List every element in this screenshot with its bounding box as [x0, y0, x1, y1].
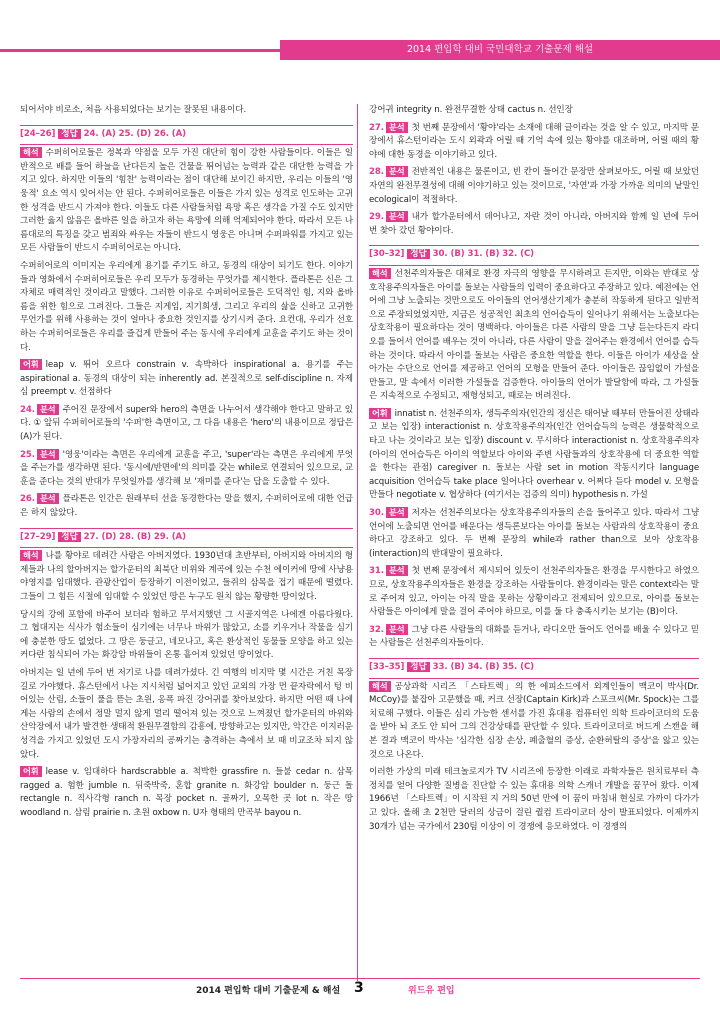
right-column — [369, 104, 699, 838]
paragraph — [369, 681, 699, 763]
question-number: 24. — [20, 404, 35, 415]
question-analysis — [20, 493, 353, 520]
label-badge: 해석 — [369, 681, 391, 692]
paragraph-text: '영웅'이라는 측면은 우리에게 교훈을 주고, 'super'라는 측면은 우리에게 무엇을 주는가를 생각하면 된다. '동시에/반면에'의 의미를 갖는 while로 연결되어 있으므로, 교훈을 준다는 것의 반대가 무엇일까를 생각해 보 '재미를 준다'는 답을 도출할 수 있다. — [20, 449, 353, 487]
paragraph — [369, 268, 699, 404]
answer-label: 정답 — [407, 662, 429, 672]
spacer — [369, 238, 699, 242]
section-heading — [20, 531, 353, 545]
label-badge: 분석 — [386, 624, 408, 635]
section-range: [24–26] — [20, 128, 59, 139]
question-number: 31. — [369, 566, 384, 577]
section-rule — [369, 678, 699, 679]
paragraph-text: leap v. 뛰어 오르다 constrain v. 속박하다 inspirational a. 용기를 주는 aspirational a. 동경의 대상이 되는 inherently ad. 본질적으로 self-discipline n. 자제심 preempt v. 선점하다 — [20, 360, 353, 398]
section-heading — [369, 248, 699, 262]
paragraph: 이러한 가상의 미래 테크놀로지가 TV 시리즈에 등장한 이래로 과학자들은 원치료부터 측정치를 얻어 다양한 질병을 진단할 수 있는 휴대용 의학 스캐너 개발을 꿈꾸어 왔다. 이제 1966년 「스타트렉」이 시작된 지 거의 50년 만에 이 꿈이 마침내 현실로 가까이 다가가고 있다. 올해 초 2천만 달러의 상금이 걸린 퀄컴 트라이코더 상이 발표되었다. 이제까지 30개가 넘는 국가에서 230팀 이상이 이 경쟁에 응모하였다. 이 경쟁의 — [369, 767, 699, 832]
section-rule — [20, 528, 353, 529]
question-analysis — [369, 565, 699, 619]
paragraph-text: 선천주의자들은 대체로 환경 자극의 영향을 무시하려고 든지만, 이와는 반대로 상호작용주의자들은 아이를 돌보는 사람들의 입력이 중요하다고 주장하고 있다. 예전에는 언어에 그냥 노출되는 것만으로도 아이들의 언어생산기제가 충분히 작동하게 된다고 일반적으로 주장되었었지만, 지금은 성공적인 최초의 언어습득이 일어나기 위해서는 노출보다는 상호작용이 필요하다는 것이 명백하다. 아이들은 다른 사람의 말을 그냥 듣는다든지 라디오를 들어서 언어를 배우는 것이 아니라, 다른 사람이 말을 걸어주는 환경에서 언어를 습득하는 것이다. 따라서 아이를 돌보는 사람은 중요한 역할을 한다. 이들은 아이가 세상을 살아가는 수단으로 언어를 제공하고 언어의 모형을 만들어 준다. 아이들은 끊임없이 가설을 만들고, 말 속에서 이러한 가설들을 검증한다. 아이들의 언어가 발달함에 따라, 그 가설들은 지속적으로 수정되고, 재형성되고, 때로는 버려진다. — [369, 268, 699, 402]
paragraph-text: 첫 번째 문장에서 제시되어 있듯이 선천주의자들은 환경을 무시한다고 하였으므로, 상호작용주의자들은 환경을 강조하는 사람들이다. 환경이라는 말은 context라는 말로 주어져 있고, 아이는 아직 말을 못하는 상황이라고 전제되어 있으므로, 아이를 돌보는 사람들은 아이에게 말을 걸어 주어야 하므로, 이를 둘 다 충족시키는 보기는 (B)이다. — [369, 566, 699, 618]
label-badge: 어휘 — [369, 408, 391, 419]
answer-list: 33. (B) 34. (B) 35. (C) — [432, 661, 534, 672]
section-range: [33–35] — [369, 661, 408, 672]
question-analysis — [369, 166, 699, 207]
section-rule — [369, 658, 699, 659]
question-number: 26. — [20, 494, 35, 505]
paragraph-text: 첫 번째 문장에서 '황야'라는 소재에 대해 글이라는 것을 알 수 있고, 마지막 문장에서 휴스턴이라는 도시 외곽과 어릴 때 기억 속에 있는 황야를 대조하며, 어릴 때의 황야에 대한 동경을 이야기하고 있다. — [369, 122, 699, 160]
column-divider — [357, 104, 358, 981]
paragraph: 수퍼히어로의 이미지는 우리에게 용기를 주기도 하고, 동경의 대상이 되기도 한다. 이야기들과 영화에서 수퍼히어로들은 우리 모두가 동경하는 무엇가를 제시한다. 플라톤은 신은 그 자체로 매력적인 것이라고 말했다. 그러한 이유로 수퍼히어로들은 도덕적인 힘, 지와 올바름을 위한 힘으로 그려진다. 그들은 지게임, 지기희생, 그리고 우리의 삶을 신하고 고귀한 무언가를 위해 사용하는 것이 얼마나 중요한 것인지를 상기시켜 준다. 요컨대, 우리가 선호하는 수퍼히어로들은 우리를 즐겁게 만들어 주는 동시에 우리에게 교훈을 주기도 하는 것이다. — [20, 260, 353, 353]
question-analysis — [369, 122, 699, 163]
section-rule — [369, 265, 699, 266]
paragraph: 당시의 강에 포함에 바주어 보더라 험하고 무서지했던 그 시골지역은 나에겐 아름다웠다. 그 협대지는 식사가 험소들이 심기에는 너무나 바위가 많았고, 소를 키우거나 작물을 심기에 충분한 땅도 없었다. 그 땅은 둥글고, 네모나고, 혹은 환상적인 동물들 모양을 하고 있는 커다란 침식되어 가는 화강암 바위들이 온통 흩어져 있었던 땅이었다. — [20, 609, 353, 661]
paragraph — [20, 359, 353, 400]
question-number: 25. — [20, 449, 35, 460]
paragraph: 되어서야 비로소, 처음 사용되었다는 보기는 잘못된 내용이다. — [20, 105, 247, 115]
answer-list: 30. (B) 31. (B) 32. (C) — [432, 249, 534, 260]
question-number: 29. — [369, 212, 384, 223]
header-title: 2014 편입학 대비 국민대학교 기출문제 해설 — [280, 40, 720, 60]
label-badge: 분석 — [37, 493, 59, 504]
section-range: [30–32] — [369, 249, 408, 260]
question-analysis — [369, 507, 699, 561]
paragraph-text: 플라톤은 인간은 원래부터 선을 동경한다는 말을 했지, 수퍼히어로에 대한 언급은 하지 않았다. — [20, 494, 353, 519]
answer-label: 정답 — [58, 532, 80, 542]
paragraph: 강어귀 integrity n. 완전무결한 상태 cactus n. 선인장 — [369, 105, 573, 115]
paragraph-text: 그냥 다른 사람들의 대화를 듣거나, 라디오만 들어도 언어를 배울 수 있다고 믿는 사람들은 선천주의자들이다. — [369, 624, 699, 649]
spacer — [20, 118, 353, 122]
paragraph-text: 수퍼히어로들은 정복과 약점을 모두 가진 대단히 힘이 강한 사람들이다. 이들은 일반적으로 배를 들어 하늘을 난다든지 높은 건물을 뛰어넘는 능력과 같은 대단한 능력을 가지고 있다. 하지만 이들의 '힘찬' 능력이라는 점이 대단해 보이긴 하지만, 우리는 이들의 '영웅적' 요소 역시 잊어서는 안 된다. 수퍼히어로들은 이들은 가지 있는 성격로 인도하는 고귀한 성격을 반드시 가져야 한다. 이들도 다른 사람들처럼 욕망 혹은 생각을 가질 수도 있지만 그러한 옳지 않음은 올바른 일을 하고자 하는 욕망에 의해 억제되어야 한다. 따라서 모든 나름대로의 특징을 갖고 범죄와 싸우는 자들이 반드시 영웅은 아니며 수퍼파워를 가지고 있는 모든 사람들이 반드시 수퍼히어로는 아니다. — [20, 148, 353, 254]
answer-list: 27. (D) 28. (B) 29. (A) — [83, 531, 186, 542]
paragraph — [369, 408, 699, 503]
paragraph — [20, 766, 353, 820]
spacer — [20, 821, 353, 825]
label-badge: 분석 — [386, 565, 408, 576]
label-badge: 해석 — [20, 147, 42, 158]
paragraph-text: 저자는 선천주의보다는 상호작용주의자들의 손을 들어주고 있다. 따라서 그냥 언어에 노출되면 언어를 배운다는 생득론보다는 아이를 돌보는 사람과의 상호작용이 중요하다고 강조하고 있다. 두 번째 문장의 while과 rather than으로 보아 상호작용(interaction)의 반대말이 필요하다. — [369, 508, 699, 559]
spacer — [20, 521, 353, 525]
label-badge: 해석 — [20, 550, 42, 561]
question-number: 28. — [369, 167, 384, 178]
footer-book-title: 2014 편입학 대비 기출문제 & 해설 — [196, 986, 341, 996]
section-range: [27–29] — [20, 531, 59, 542]
answer-list: 24. (A) 25. (D) 26. (A) — [83, 128, 187, 139]
label-badge: 분석 — [386, 211, 408, 222]
spacer — [369, 651, 699, 655]
paragraph — [20, 550, 353, 604]
question-analysis — [369, 624, 699, 651]
label-badge: 분석 — [37, 449, 59, 460]
label-badge: 분석 — [386, 507, 408, 518]
paragraph-text: 공상과학 시리즈 「스타트렉」의 한 에피소드에서 외계인들이 맥코이 박사(Dr. McCoy)를 붙잡아 고문했을 때, 커크 선장(Captain Kirk)과 스포크씨(Mr. Spock)는 그를 치료해 구했다. 이들은 심리 가능한 센서를 가진 휴대용 컴퓨터인 의학 트라이코더의 도움을 받아 뇌 조도 안 되어 그의 건강상태를 판단할 수 있다. 트라이코더로 버드게 스캔을 해 본 결과 맥코이 박사는 '심각한 심장 손상, 폐출혈의 증상, 순환허탈의 증상'을 앓고 있는 것으로 나온다. — [369, 681, 699, 760]
paragraph-text: 전반적인 내용은 물론이고, 빈 칸이 들어간 문장만 살펴보아도, 어릴 때 보았던 자연의 완전무결성에 대해 이야기하고 있는 것이므로, '자연'과 가장 가까운 의미의 낱말인 ecological이 적절하다. — [369, 167, 699, 205]
paragraph-text: 내가 할가운터에서 데어나고, 자란 것이 아니라, 아버지와 함께 일 년에 두어 번 찾아 갔던 황야이다. — [369, 212, 699, 236]
footer — [0, 978, 720, 1002]
footer-publisher: 위드유 편입 — [408, 986, 455, 996]
spacer — [369, 834, 699, 838]
section-rule — [20, 125, 353, 126]
paragraph-text: 주어진 문장에서 super와 hero의 측면을 나누어서 생각해야 한다고 말하고 있다. ① 앞뒤 수퍼히어로들의 '수퍼'한 측면이고, 그 다음 내용은 'hero'의 내용이므로 정답은 (A)가 된다. — [20, 404, 353, 443]
label-badge: 해석 — [369, 268, 391, 279]
page-number: 3 — [354, 980, 364, 996]
footer-rule — [20, 978, 700, 979]
label-badge: 분석 — [386, 122, 408, 133]
section-rule — [20, 144, 353, 145]
section-heading — [369, 661, 699, 675]
question-number: 30. — [369, 508, 384, 519]
answer-label: 정답 — [407, 249, 429, 259]
label-badge: 분석 — [386, 166, 408, 177]
paragraph — [20, 147, 353, 256]
section-rule — [369, 245, 699, 246]
question-analysis — [20, 449, 353, 490]
question-number: 27. — [369, 122, 384, 133]
question-analysis — [20, 404, 353, 445]
header-bar — [0, 40, 720, 60]
section-rule — [20, 547, 353, 548]
left-column — [20, 104, 353, 825]
paragraph-text: innatist n. 선천주의자, 생득주의자(인간의 정신은 태어날 때부터 만들어진 상태라고 보는 입장) interactionist n. 상호작용주의자(인간 언어습득의 능력은 생물학적으로 타고 나는 것이라고 보는 입장) discount v. 무시하다 interactionist n. 상호작용주의자(아이의 언어습득은 아이의 역할보다 아이와 주변 사람들과의 상호작용에 더 중요한 역할을 한다는 관점) caregiver n. 돌보는 사람 set in motion 작동시키다 language acquisition 언어습득 take place 일어나다 overhear v. 어쩌다 듣다 model v. 모형을 만들다 negotiate v. 협상하다 (여기서는 검증의 의미) hypothesis n. 가설 — [369, 408, 699, 501]
section-heading — [20, 128, 353, 142]
label-badge: 어휘 — [20, 766, 42, 777]
answer-label: 정답 — [58, 129, 80, 139]
question-analysis — [369, 211, 699, 238]
question-number: 32. — [369, 624, 384, 635]
paragraph: 아버지는 일 년에 두어 번 저기로 나를 데려가셨다. 긴 여행의 비지막 몇 시간은 거친 목장 길로 가야했다. 휴스턴에서 나는 지시처럼 넓어지고 있던 교외의 가장 먼 끝자락에서 텅 비어있는 산림, 소들이 풀을 뜯는 초원, 옹폭 파진 강어귀를 찾아보았다. 하지만 어떤 때 나에게는 사람의 손에서 정말 멀지 않게 멀리 떨어져 있는 것으로 느껴졌던 할가운터의 바위와 산악장에서 내가 발견한 생태적 환원무결함의 감흥에, 방향하고는 있지만, 악간은 이지러운 성격을 가지고 있었던 도시 가장자리의 공짜기는 충격하는 측에서 보 때 비교조차 되지 않았다. — [20, 667, 353, 760]
label-badge: 어휘 — [20, 359, 42, 370]
paragraph-text: lease v. 임대하다 hardscrabble a. 척박한 grassfire n. 들불 cedar n. 삼목 ragged a. 험한 jumble n. 뒤죽박죽, 혼합 granite n. 화강암 boulder n. 둥근 돌 rectangle n. 직사각형 ranch n. 목장 pocket n. 골짜기, 오목한 곳 lot n. 작은 땅 woodland n. 삼림 prairie n. 초원 oxbow n. U자 형태의 만곡부 bayou n. — [20, 767, 353, 818]
label-badge: 분석 — [37, 404, 59, 415]
paragraph-text: 나를 황야로 데려간 사람은 아버지였다. 1930년대 초반부터, 아버지와 아버지의 형제들과 나의 할아버지는 할가운터의 최북단 비위와 계곡에 있는 수천 에이커에 땅에 사냥용 야영지를 임대했다. 관광산업이 등장하기 이전이었고, 들쥐의 삼목을 접기 때문에 떨렸다. 그들이 그 힘든 시절에 임대할 수 있었던 땅은 누구도 원치 않는 황량한 땅이었다. — [20, 551, 353, 602]
